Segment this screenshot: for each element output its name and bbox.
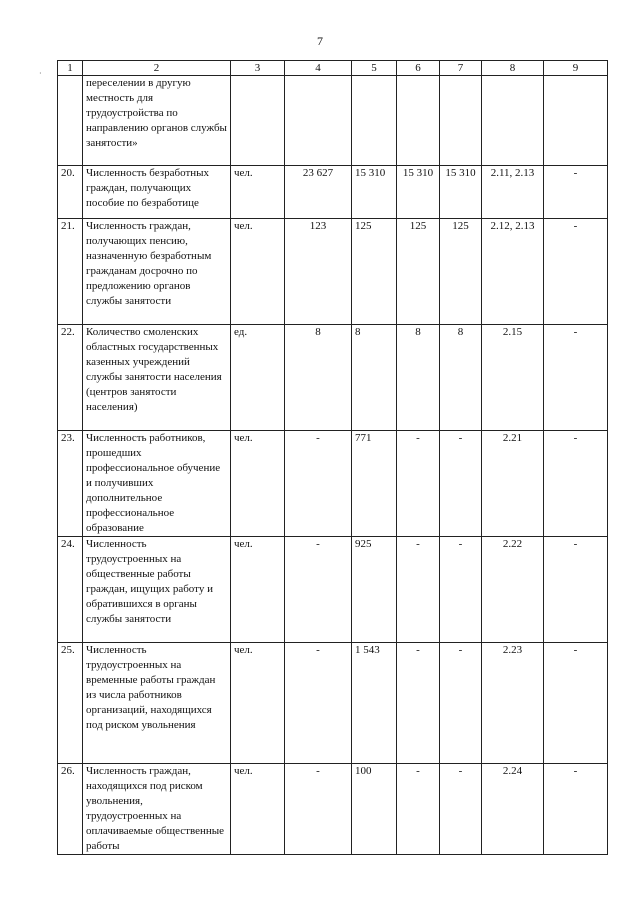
value-col4: -: [285, 537, 352, 643]
value-col4: -: [285, 431, 352, 537]
value-col7: [440, 76, 482, 166]
row-number: 26.: [58, 764, 83, 855]
indicator-name: Численность трудоустроенных на общественные работы граждан, ищущих работу и обратившихся в органы службы занятости: [83, 537, 231, 643]
page-number: 7: [317, 34, 323, 48]
row-number: 24.: [58, 537, 83, 643]
table-row: [58, 166, 608, 219]
value-col7: 8: [440, 325, 482, 431]
value-col8: 2.24: [482, 764, 544, 855]
value-col5: 8: [352, 325, 397, 431]
header-cell: 6: [397, 61, 440, 76]
value-col5: 125: [352, 219, 397, 325]
unit: чел.: [231, 537, 285, 643]
value-col5: 771: [352, 431, 397, 537]
header-cell: 1: [58, 61, 83, 76]
value-col4: 23 627: [285, 166, 352, 219]
value-col8: [482, 76, 544, 166]
table-row: [58, 643, 608, 764]
value-col4: 8: [285, 325, 352, 431]
margin-mark: ·: [39, 69, 42, 78]
value-col9: [544, 76, 608, 166]
value-col9: -: [544, 643, 608, 764]
value-col5: 925: [352, 537, 397, 643]
indicator-name: Численность трудоустроенных на временные работы граждан из числа работников организаций, находящихся под риском увольнения: [83, 643, 231, 764]
value-col7: 125: [440, 219, 482, 325]
row-number: 25.: [58, 643, 83, 764]
row-number: 20.: [58, 166, 83, 219]
value-col4: -: [285, 643, 352, 764]
header-cell: 2: [83, 61, 231, 76]
unit: чел.: [231, 166, 285, 219]
value-col9: -: [544, 764, 608, 855]
value-col9: -: [544, 537, 608, 643]
unit: [231, 76, 285, 166]
header-cell: 9: [544, 61, 608, 76]
value-col6: 125: [397, 219, 440, 325]
value-col4: 123: [285, 219, 352, 325]
indicator-name: Численность безработных граждан, получающих пособие по безработице: [83, 166, 231, 219]
value-col9: -: [544, 325, 608, 431]
indicators-table: [57, 60, 608, 855]
value-col4: -: [285, 764, 352, 855]
value-col8: 2.15: [482, 325, 544, 431]
value-col8: 2.12, 2.13: [482, 219, 544, 325]
value-col8: 2.11, 2.13: [482, 166, 544, 219]
unit: ед.: [231, 325, 285, 431]
value-col7: -: [440, 643, 482, 764]
value-col7: 15 310: [440, 166, 482, 219]
header-cell: 5: [352, 61, 397, 76]
unit: чел.: [231, 764, 285, 855]
header-cell: 4: [285, 61, 352, 76]
indicator-name: Численность работников, прошедших профессиональное обучение и получивших дополнительное профессиональное образование: [83, 431, 231, 537]
header-row: [58, 61, 608, 76]
row-number: 21.: [58, 219, 83, 325]
value-col6: [397, 76, 440, 166]
value-col6: 8: [397, 325, 440, 431]
header-cell: 8: [482, 61, 544, 76]
value-col8: 2.23: [482, 643, 544, 764]
value-col6: -: [397, 431, 440, 537]
header-cell: 3: [231, 61, 285, 76]
unit: чел.: [231, 643, 285, 764]
value-col6: -: [397, 537, 440, 643]
value-col9: -: [544, 166, 608, 219]
indicator-name: Численность граждан, получающих пенсию, назначенную безработным гражданам досрочно по предложению органов службы занятости: [83, 219, 231, 325]
table-row: [58, 325, 608, 431]
value-col5: 15 310: [352, 166, 397, 219]
table-row: [58, 537, 608, 643]
unit: чел.: [231, 431, 285, 537]
value-col7: -: [440, 764, 482, 855]
value-col5: [352, 76, 397, 166]
row-number: 22.: [58, 325, 83, 431]
value-col5: 1 543: [352, 643, 397, 764]
value-col4: [285, 76, 352, 166]
unit: чел.: [231, 219, 285, 325]
value-col6: 15 310: [397, 166, 440, 219]
table-row: [58, 764, 608, 855]
value-col6: -: [397, 643, 440, 764]
row-number: [58, 76, 83, 166]
value-col8: 2.21: [482, 431, 544, 537]
table-row: [58, 219, 608, 325]
indicator-name: Количество смоленских областных государственных казенных учреждений службы занятости населения (центров занятости населения): [83, 325, 231, 431]
header-cell: 7: [440, 61, 482, 76]
value-col7: -: [440, 537, 482, 643]
value-col9: -: [544, 431, 608, 537]
value-col5: 100: [352, 764, 397, 855]
indicator-name: Численность граждан, находящихся под риском увольнения, трудоустроенных на оплачиваемые общественные работы: [83, 764, 231, 855]
value-col8: 2.22: [482, 537, 544, 643]
table-row: [58, 431, 608, 537]
row-number: 23.: [58, 431, 83, 537]
indicator-name: переселении в другую местность для трудоустройства по направлению органов службы занятости»: [83, 76, 231, 166]
value-col9: -: [544, 219, 608, 325]
value-col7: -: [440, 431, 482, 537]
table-row: [58, 76, 608, 166]
value-col6: -: [397, 764, 440, 855]
